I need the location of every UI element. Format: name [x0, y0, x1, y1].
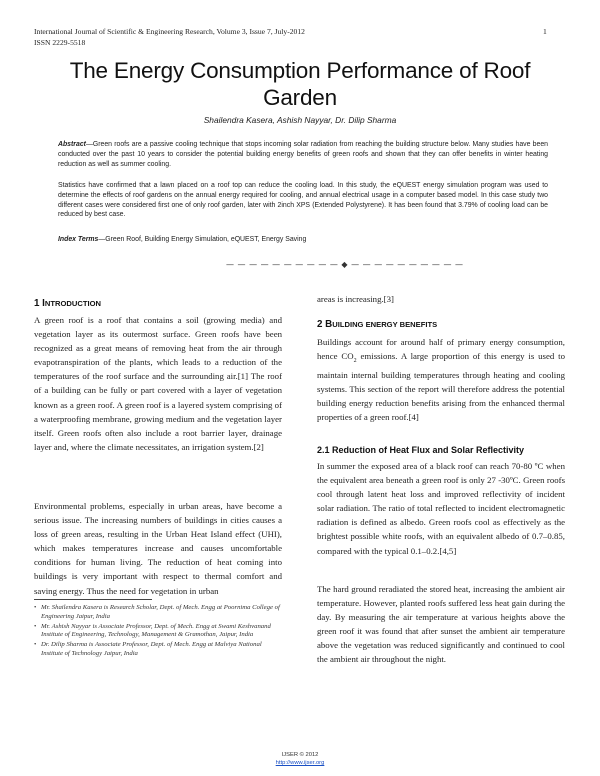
abstract-paragraph-1	[58, 140, 548, 169]
section-separator: — — — — — — — — — — ◆ — — — — — — — — — —	[226, 260, 464, 269]
section-1-paragraph-2-continued: areas is increasing.[3]	[317, 294, 394, 304]
paper-title	[20, 57, 580, 111]
title-line-1: The Energy Consumption Performance of Roof	[69, 58, 531, 83]
index-terms-text: —Green Roof, Building Energy Simulation, eQUEST, Energy Saving	[98, 236, 307, 243]
footer-copyright: IJSER © 2012	[281, 752, 319, 758]
section-1-paragraph-1: A green roof is a roof that contains a soil (growing media) and vegetation layer as its outermost surface. Green roofs have been recognized as a great means of removing heat from the air through evapotranspiration of the plants, which leads to a reduction of the temperatures of the roof surface and the surrounding air.[1] The roof of a building can be fully or part covered with a layer of vegetation known as a green roof. A green roof is a layered system comprising of a waterproofing membrane, growing medium and the vegetation layer itself. Green roofs often also include a root barrier layer, drainage layer and, where the climate necessitates, an irrigation system.[2]	[34, 315, 282, 452]
section-1-heading: 1 INTRODUCTION	[34, 298, 102, 309]
author-footnotes	[34, 604, 284, 660]
section-2-1-paragraph-1: In summer the exposed area of a black roof can reach 70-80 ºC when the equivalent area beneath a green roof is only 27 -30ºC. Green roofs cool through latent heat loss and improved reflectivity of incident solar radiation. The ratio of total reflected to incident electromagnetic radiation is defined as albedo. Green roofs cool as effectively as the brightest possible white roofs, with an equivalent albedo of 0.7–0.85, compared with the typical 0.1–0.2.[4,5]	[317, 461, 565, 556]
section-1-paragraph-2: Environmental problems, especially in urban areas, have become a serious issue. The increasing numbers of buildings in cities causes a loss of green areas, resulting in the Urban Heat Island effect (UHI), which makes temperatures increase and causes uncomfortable conditions for human living. The reduction of heat coming into buildings is very important with respect to thermal comfort and saving energy. Thus the need for vegetation in urban	[34, 501, 282, 596]
abstract-text-1: —Green roofs are a passive cooling technique that stops incoming solar radiation from reaching the building structure below. Many studies have been conducted over the past 10 years to consider the potential building energy benefits of green roofs and shown that they can offer benefits in winter heating reduction as well as summer cooling.	[58, 141, 548, 168]
footnote-item: • Mr. Shailendra Kasera is Research Scholar, Dept. of Mech. Engg at Poornima College of Engineering Jaipur, India	[34, 604, 280, 620]
footnote-item: • Dr. Dilip Sharma is Associate Professor, Dept. of Mech. Engg at Malviya National Institute of Technology Jaipur, India	[34, 641, 262, 657]
abstract-label: Abstract	[58, 141, 86, 148]
footnote-item: • Mr. Ashish Nayyar is Associate Professor, Dept. of Mech. Engg at Swami Keshvanand Institute of Engineering, Technology, Management & Gramothan, Jaipur, India	[34, 622, 271, 639]
section-2-paragraph-1: Buildings account for around half of primary energy consumption, hence $CO_2$ emissions. A large proportion of this energy is used to maintain internal building temperatures through heating and cooling systems. This section of the report will therefore address the potential building energy reduction benefits arising from the enhanced thermal properties of a green roof.[4]	[317, 337, 565, 423]
footnote-rule	[34, 599, 152, 600]
page-number: 1	[543, 27, 547, 36]
title-line-2: Garden	[263, 85, 337, 110]
footer-url-link[interactable]: http://www.ijser.org	[275, 760, 325, 766]
abstract-paragraph-2: Statistics have confirmed that a lawn placed on a roof top can reduce the cooling load. In this study, the eQUEST energy simulation program was used to determine the effects of roof gardens on the annual energy required for cooling, and annual electrical usage in a computer based model. In this case study two different cases were considered first one of only roof garden, later with 2inch XPS (Extended Polystyrene). It has been found that 3.79% of cooling load can be reduced by best case.	[58, 182, 548, 219]
issn: ISSN 2229-5518	[34, 38, 86, 47]
section-2-1-heading: 2.1 Reduction of Heat Flux and Solar Reflectivity	[317, 445, 525, 455]
section-2-1-paragraph-2: The hard ground reradiated the stored heat, increasing the ambient air temperature. However, planted roofs suffered less heat gain during the day. By measuring the air temperature at various heights above the green roof it was found that after sunset the ambient air temperature above the vegetation was reduced significantly and continued to cool the ambient air throughout the night.	[317, 584, 565, 665]
footer-url-wrap	[200, 760, 400, 766]
section-2-heading: 2 BUILDING ENERGY BENEFITS	[317, 319, 438, 330]
journal-header: International Journal of Scientific & Engineering Research, Volume 3, Issue 7, July-2012	[34, 27, 305, 36]
index-terms	[58, 235, 548, 245]
index-terms-label: Index Terms	[58, 236, 99, 243]
authors: Shailendra Kasera, Ashish Nayyar, Dr. Dilip Sharma	[203, 115, 397, 125]
